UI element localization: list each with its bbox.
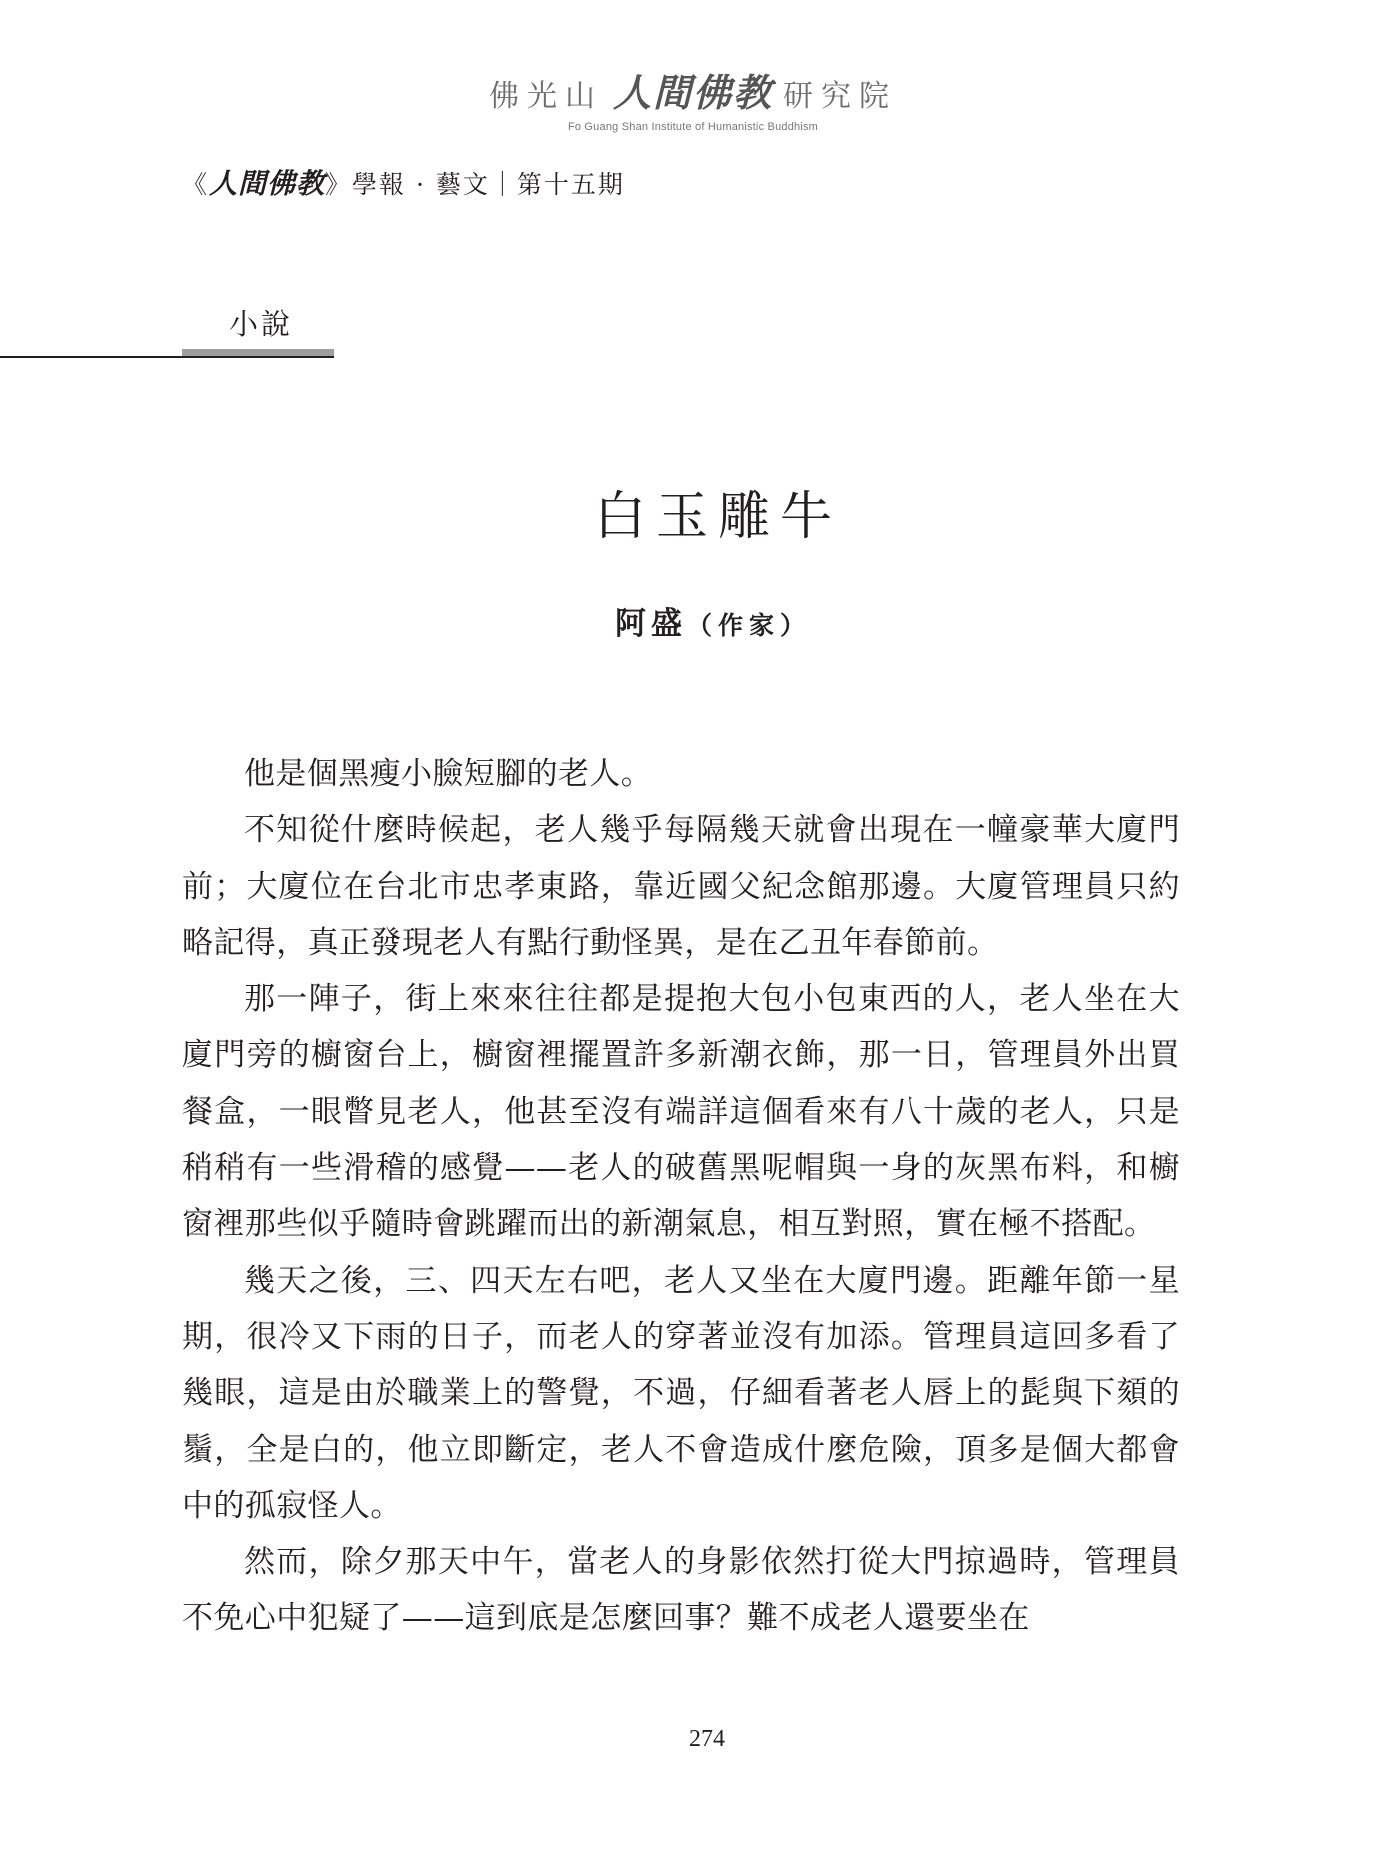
journal-brand: 人間佛教 (209, 167, 326, 200)
institute-header (0, 62, 1386, 133)
author-line (0, 598, 1386, 643)
page-number: 274 (689, 1726, 725, 1752)
institute-english-name: Fo Guang Shan Institute of Humanistic Buddhism (567, 121, 819, 133)
paragraph: 幾天之後，三、四天左右吧，老人又坐在大廈門邊。距離年節一星期，很冷又下雨的日子，而老人的穿著並沒有加添。管理員這回多看了幾眼，這是由於職業上的警覺，不過，仔細看著老人唇上的髭與下頦的鬚，全是白的，他立即斷定，老人不會造成什麼危險，頂多是個大都會中的孤寂怪人。 (182, 1262, 1180, 1524)
section-divider-line (0, 356, 334, 358)
author-role: （作家） (686, 611, 811, 640)
paragraph: 然而，除夕那天中午，當老人的身影依然打從大門掠過時，管理員不免心中犯疑了——這到底是怎麼回事？難不成老人還要坐在 (182, 1544, 1180, 1637)
institute-name (489, 62, 897, 117)
section-divider-bar (182, 349, 334, 356)
journal-issue-info: 》學報 · 藝文｜第十五期 (325, 170, 625, 199)
paragraph: 他是個黑瘦小臉短腳的老人。 (244, 756, 653, 792)
paragraph: 不知從什麼時候起，老人幾乎每隔幾天就會出現在一幢豪華大廈門前；大廈位在台北市忠孝東路，靠近國父紀念館那邊。大廈管理員只約略記得，真正發現老人有點行動怪異，是在乙丑年春節前。 (182, 812, 1180, 961)
paragraph: 那一陣子，街上來來往往都是提抱大包小包東西的人，老人坐在大廈門旁的櫥窗台上，櫥窗裡擺置許多新潮衣飾，那一日，管理員外出買餐盒，一眼瞥見老人，他甚至沒有端詳這個看來有八十歲的老人，只是稍稍有一些滑稽的感覺——老人的破舊黑呢帽與一身的灰黑布料，和櫥窗裡那些似乎隨時會跳躍而出的新潮氣息，相互對照，實在極不搭配。 (182, 981, 1180, 1243)
institute-logo-text: 人間佛教 (612, 71, 773, 115)
journal-running-header (182, 162, 625, 202)
article-body (182, 746, 1180, 1647)
author-name: 阿盛 (614, 606, 687, 642)
section-label: 小說 (229, 307, 294, 341)
article-title: 白玉雕牛 (593, 487, 842, 547)
institute-suffix: 研究院 (783, 79, 897, 114)
institute-prefix: 佛光山 (488, 79, 603, 114)
journal-open-bracket: 《 (182, 170, 210, 199)
